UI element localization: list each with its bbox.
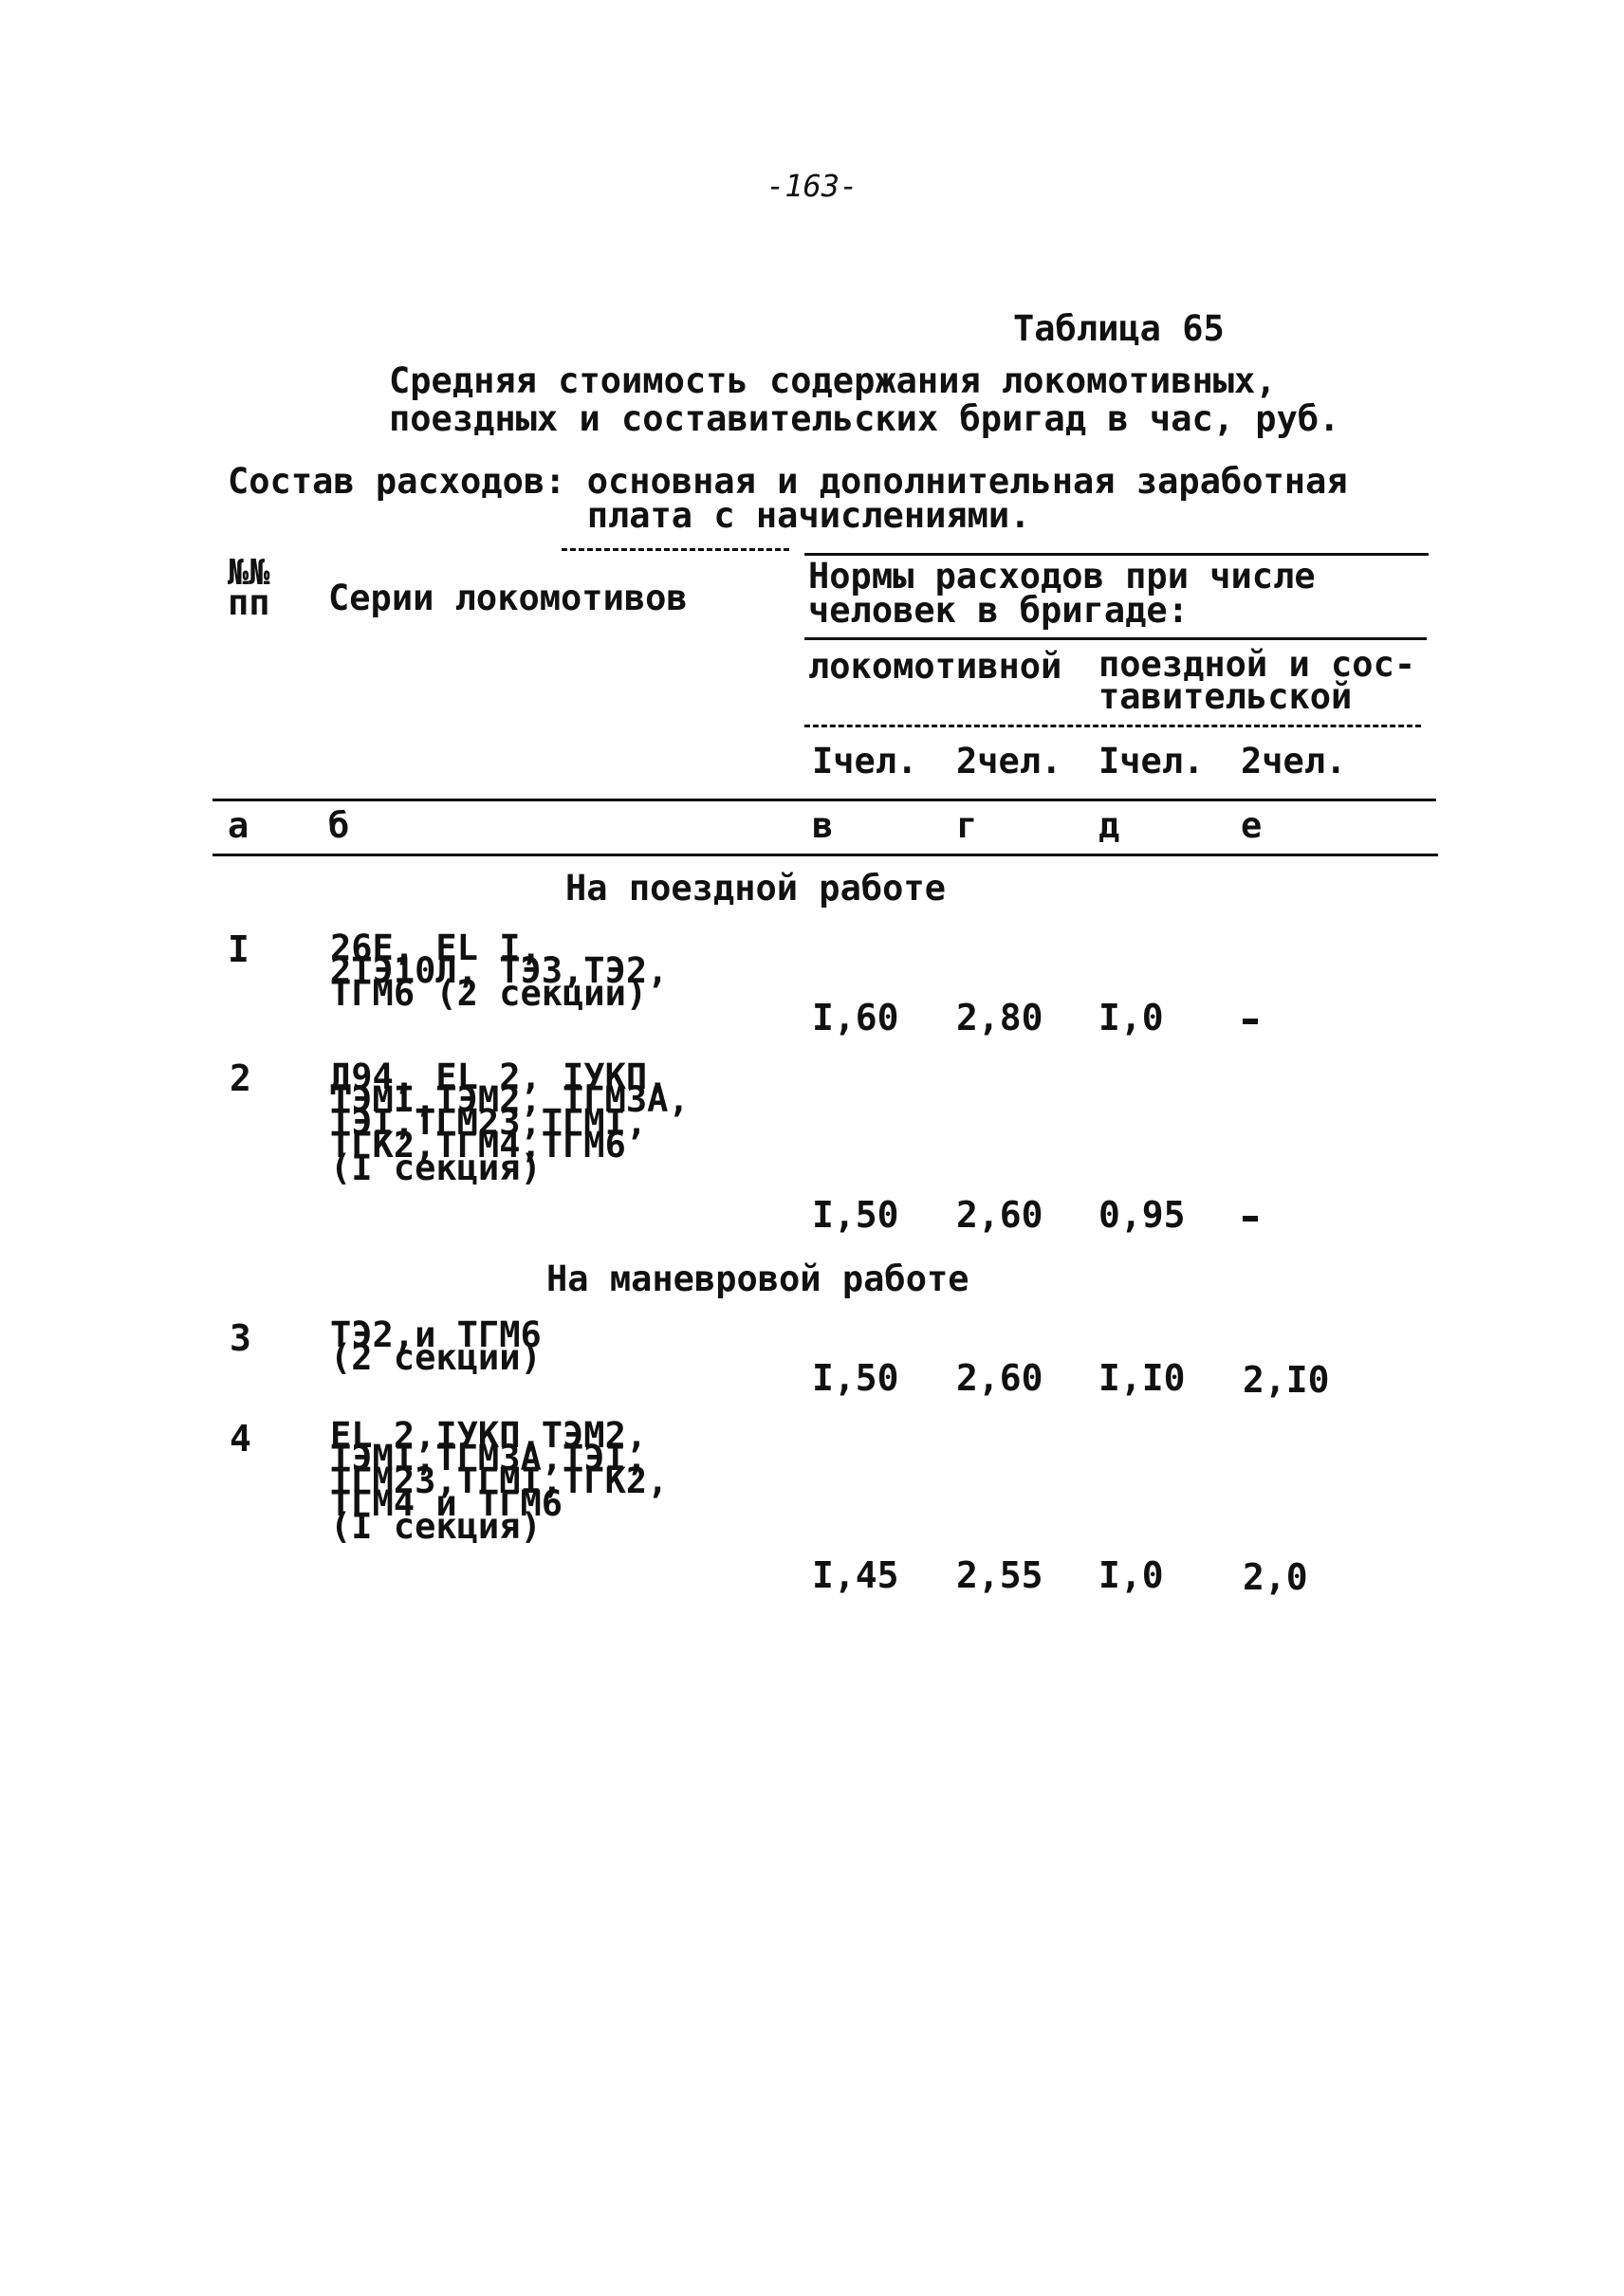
letters-bottom-rule bbox=[212, 854, 1438, 856]
header-sub-rule bbox=[804, 725, 1421, 727]
value-loco-2: 2,55 bbox=[956, 1554, 1043, 1596]
value-loco-2: 2,60 bbox=[956, 1194, 1043, 1236]
cost-composition: Состав расходов: основная и дополнительная заработная плата с начислениями. bbox=[228, 461, 1348, 536]
row-number: 4 bbox=[230, 1418, 251, 1460]
header-norms-rule bbox=[804, 637, 1427, 640]
page-number: -163- bbox=[766, 168, 858, 204]
column-letter: е bbox=[1241, 805, 1263, 846]
value-loco-1: I,50 bbox=[812, 1357, 899, 1399]
header-col-norms: Нормы расходов при числе человек в бригаде: bbox=[808, 556, 1316, 631]
value-train-1: I,I0 bbox=[1098, 1357, 1186, 1399]
locomotive-series: EL 2,IУКП,ТЭМ2, ТЭМI,ТГМ3А,ТЭI, ТГМ23,ТГМI,ТГК2, ТГМ4 и ТГМ6 (I секция) bbox=[330, 1415, 669, 1547]
header-c3: Iчел. bbox=[1098, 741, 1205, 781]
value-train-2 bbox=[1243, 1197, 1264, 1233]
value-loco-1: I,50 bbox=[812, 1194, 899, 1236]
table-label: Таблица 65 bbox=[1013, 308, 1225, 349]
column-letter: г bbox=[956, 805, 978, 846]
value-train-2: 2,0 bbox=[1243, 1556, 1308, 1598]
value-train-1: I,0 bbox=[1098, 997, 1164, 1038]
header-col-series: Серии локомотивов bbox=[328, 578, 688, 618]
header-c1: Iчел. bbox=[812, 741, 918, 781]
value-loco-1: I,60 bbox=[812, 997, 899, 1038]
header-col-num: №№ пп bbox=[228, 552, 270, 623]
column-letter: д bbox=[1098, 805, 1120, 846]
row-number: I bbox=[228, 928, 249, 970]
section-title: На маневровой работе bbox=[546, 1258, 969, 1299]
table-title: Средняя стоимость содержания локомотивных, поездных и составительских бригад в час, руб. bbox=[389, 360, 1340, 439]
row-number: 3 bbox=[230, 1317, 251, 1359]
value-train-2 bbox=[1243, 1000, 1264, 1036]
locomotive-series: Д94, EL 2, IУКП, ТЭМI,ТЭМ2, ТГМ3А, ТЭI,ТГМ23,ТГМI, ТГК2,ТГМ4,ТГМ6 (I секция) bbox=[330, 1056, 690, 1188]
header-c4: 2чел. bbox=[1241, 741, 1347, 781]
dash-mark bbox=[1243, 1019, 1258, 1024]
column-letter: а bbox=[228, 805, 249, 846]
header-bottom-rule bbox=[212, 799, 1436, 801]
section-title: На поездной работе bbox=[565, 868, 946, 909]
header-top-rule-left bbox=[562, 548, 789, 551]
header-c2: 2чел. bbox=[956, 741, 1062, 781]
value-loco-2: 2,80 bbox=[956, 997, 1043, 1038]
value-loco-1: I,45 bbox=[812, 1554, 899, 1596]
value-train-2: 2,I0 bbox=[1243, 1359, 1330, 1401]
column-letter: в bbox=[812, 805, 834, 846]
header-sub-train: поездной и сос- тавительской bbox=[1098, 644, 1416, 717]
value-train-1: I,0 bbox=[1098, 1554, 1164, 1596]
dash-mark bbox=[1243, 1216, 1258, 1221]
value-loco-2: 2,60 bbox=[956, 1357, 1043, 1399]
locomotive-series: ТЭ2,и ТГМ6 (2 секции) bbox=[330, 1314, 542, 1378]
value-train-1: 0,95 bbox=[1098, 1194, 1186, 1236]
locomotive-series: 26E, EL I, 2ТЭ10Л, ТЭ3,ТЭ2, ТГМ6 (2 секции) bbox=[330, 928, 669, 1014]
column-letter: б bbox=[328, 805, 350, 846]
row-number: 2 bbox=[230, 1057, 251, 1099]
header-sub-loco: локомотивной bbox=[808, 646, 1062, 687]
